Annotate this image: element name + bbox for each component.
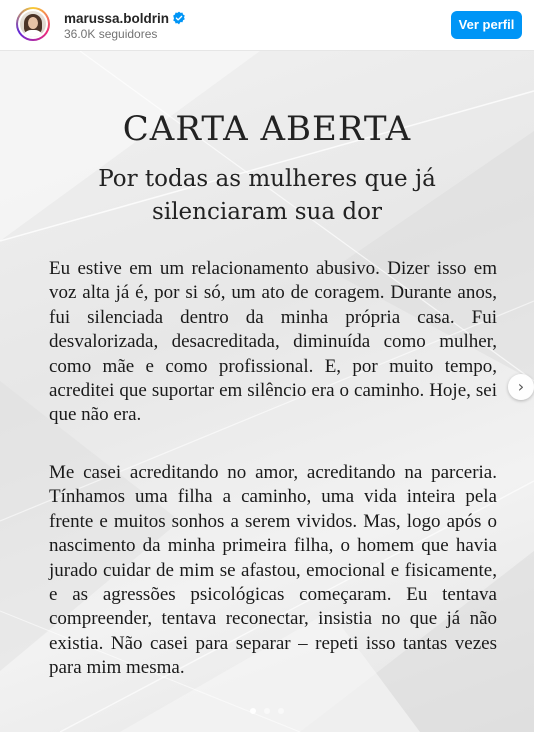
carousel-dot <box>278 708 284 714</box>
avatar-shirt <box>23 30 43 37</box>
chevron-right-icon: › <box>517 377 525 396</box>
avatar[interactable] <box>16 7 50 41</box>
verified-badge-icon <box>172 11 186 25</box>
post-header <box>0 0 534 51</box>
post-paragraph-2: Me casei acreditando no amor, acreditando na parceria. Tínhamos uma filha a caminho, uma vida inteira pela frente e muitos sonhos a serem vividos. Mas, logo após o nascimento da minha primeira filha, o homem que havia jurado cuidar de mim se afastou, emocional e fisicamente, e as agressões psicológicas começaram. Eu tentava compreender, tentava reconectar, insistia no que já não existia. Não casei para separar – repeti isso tantas vezes para mim mesma. <box>49 462 497 679</box>
post-title: CARTA ABERTA <box>122 109 412 149</box>
carousel-dot <box>250 708 256 714</box>
post-subtitle: Por todas as mulheres que já silenciaram sua dor <box>98 166 436 225</box>
avatar-ring <box>18 9 48 39</box>
avatar-face <box>28 17 38 29</box>
view-profile-button[interactable]: Ver perfil <box>451 11 522 39</box>
username[interactable]: marussa.boldrin <box>64 11 170 26</box>
carousel-dot <box>264 708 270 714</box>
next-slide-button[interactable] <box>508 374 534 400</box>
post-paragraph-1: Eu estive em um relacionamento abusivo. Dizer isso em voz alta já é, por si só, um ato de coragem. Durante anos, fui silenciada dentro da minha própria casa. Fui desvalorizada, desacreditada, diminuída como mulher, como mãe e como profissional. E, por muito tempo, acreditei que suportar em silêncio era o caminho. Hoje, sei que não era. <box>49 258 497 426</box>
avatar-photo <box>20 11 46 37</box>
post-image[interactable] <box>0 51 534 732</box>
carousel-indicator <box>0 701 534 719</box>
followers-count: 36.0K seguidores <box>64 27 158 41</box>
